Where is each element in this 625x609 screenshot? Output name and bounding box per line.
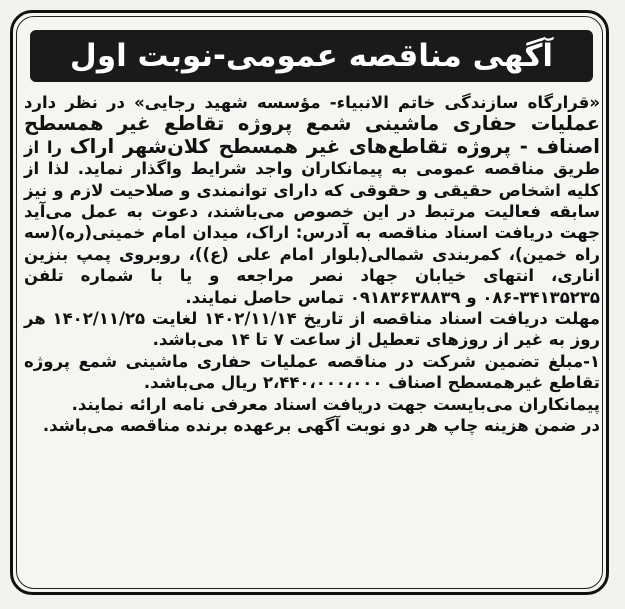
intro-text-b: را از طریق مناقصه عمومی به پیمانکاران واجد شرایط واگذار نماید. لذا از کلیه اشخاص حقیقی و حقوقی که دارای توانمندی و صلاحیت لازم و نیز سابقه فعالیت مرتبط در این خصوص می‌باشند، دعوت به عمل می‌آید جهت دریافت اسناد مناقصه به آدرس: اراک، میدان امام خمینی(ره)(سه راه خمین)، کمربندی شمالی(بلوار امام علی (ع))، روبروی پمپ بنزین اناری، انتهای خیابان جهاد نصر مراجعه و یا با شماره تلفن ۳۴۱۳۵۲۳۵-۰۸۶ و ۰۹۱۸۳۶۳۸۸۳۹ تماس حاصل نمایند.: [24, 137, 600, 307]
notice-title: آگهی مناقصه عمومی-نوبت اول: [30, 30, 593, 82]
deadline-paragraph: مهلت دریافت اسناد مناقصه از تاریخ ۱۴۰۲/۱۱/۱۴ لغایت ۱۴۰۲/۱۱/۲۵ هر روز به غیر از روزهای تعطیل از ساعت ۷ تا ۱۴ می‌باشد.: [24, 309, 600, 350]
intro-paragraph: [24, 92, 600, 308]
project-name: عملیات حفاری ماشینی شمع پروژه تقاطع غیر همسطح اصناف - پروژه تقاطع‌های غیر همسطح کلان‌شهر اراک: [24, 112, 600, 158]
guarantee-paragraph: ۱-مبلغ تضمین شرکت در مناقصه عملیات حفاری ماشینی شمع پروژه تقاطع غیرهمسطح اصناف ۲،۴۴۰،۰۰۰،۰۰۰ ریال می‌باشد.: [24, 351, 600, 393]
contractors-paragraph: پیمانکاران می‌بایست جهت دریافت اسناد معرفی نامه ارائه نمایند.: [71, 394, 600, 414]
intro-text-a: «قرارگاه سازندگی خاتم الانبیاء- مؤسسه شهید رجایی» در نظر دارد: [24, 93, 600, 112]
cost-paragraph: در ضمن هزینه چاپ هر دو نوبت آگهی برعهده برنده مناقصه می‌باشد.: [42, 416, 600, 436]
notice-body: [24, 92, 600, 437]
